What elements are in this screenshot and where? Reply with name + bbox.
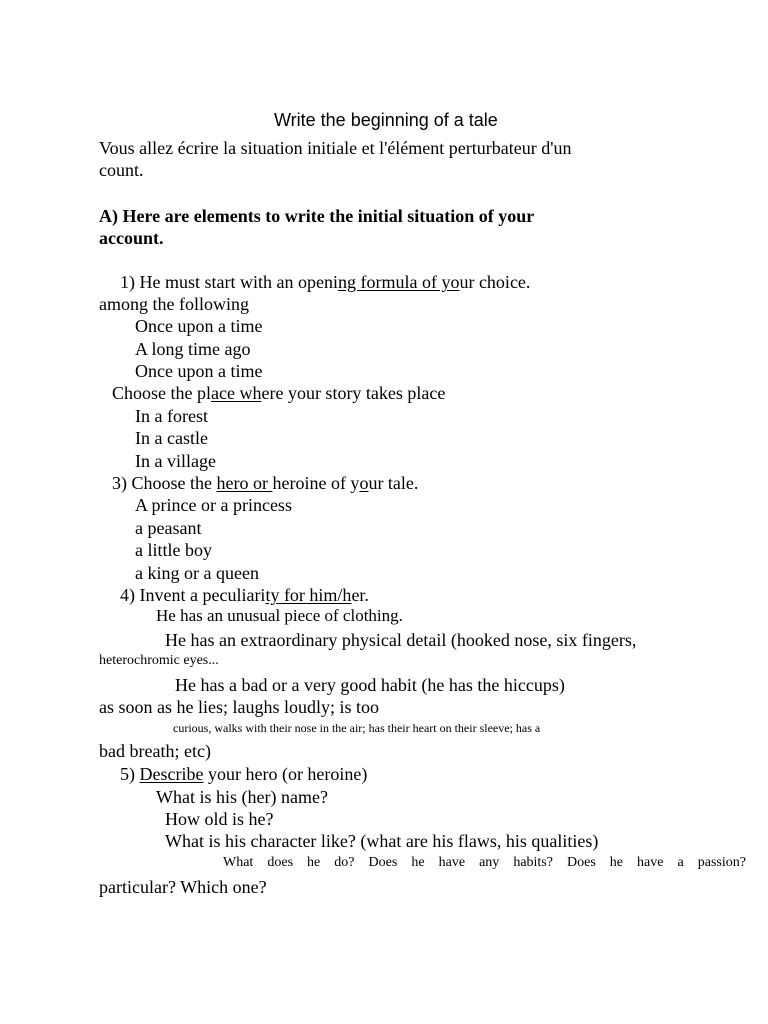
- item-4-sub-3-line-3: curious, walks with their nose in the air; has their heart on their sleeve; has a: [173, 721, 541, 735]
- item-4-sub-3-line-1: He has a bad or a very good habit (he has the hiccups): [175, 675, 565, 695]
- item-3-text-underlined: hero or: [216, 473, 273, 493]
- item-2-heading: [112, 382, 445, 404]
- item-3-option: A prince or a princess: [135, 495, 292, 515]
- item-3-heading: [112, 472, 418, 494]
- item-2-option: In a village: [135, 451, 216, 471]
- item-4-sub-2-line-1: He has an extraordinary physical detail (hooked nose, six fingers,: [165, 630, 637, 650]
- item-4-text-post: er.: [351, 585, 369, 605]
- item-5-question: How old is he?: [165, 809, 274, 829]
- item-3-text-mid: heroine of y: [272, 473, 360, 493]
- item-4-sub-1: He has an unusual piece of clothing.: [156, 606, 403, 625]
- item-1-text-pre: 1) He must start with an openi: [120, 272, 338, 292]
- item-5-question-continuation: particular? Which one?: [99, 877, 267, 897]
- item-2-text-pre: Choose the pl: [112, 383, 211, 403]
- item-1-heading: [120, 271, 530, 293]
- item-3-text-pre: 3) Choose the: [112, 473, 217, 493]
- item-4-sub-3-line-4: bad breath; etc): [99, 741, 211, 761]
- section-a-heading-line-2: account.: [99, 228, 164, 248]
- item-5-question: What does he do? Does he have any habits? Does he have a passion?: [223, 855, 746, 870]
- item-3-text-post: ur tale.: [368, 473, 419, 493]
- item-3-option: a king or a queen: [135, 563, 259, 583]
- item-3-text-underlined-2: o: [359, 473, 369, 493]
- page-title: Write the beginning of a tale: [274, 110, 498, 130]
- section-a-heading-line-1: A) Here are elements to write the initial situation of your: [99, 206, 535, 226]
- item-2-text-post: ere your story takes place: [261, 383, 446, 403]
- item-3-option: a little boy: [135, 540, 212, 560]
- item-1-option: Once upon a time: [135, 316, 263, 336]
- item-4-sub-3-line-2: as soon as he lies; laughs loudly; is too: [99, 697, 379, 717]
- item-2-option: In a forest: [135, 406, 208, 426]
- item-5-question: What is his character like? (what are his flaws, his qualities): [165, 831, 599, 851]
- item-2-option: In a castle: [135, 428, 208, 448]
- item-4-text-pre: 4) Invent a peculiari: [120, 585, 266, 605]
- intro-line-1: Vous allez écrire la situation initiale et l'élément perturbateur d'un: [99, 138, 572, 158]
- item-4-text-underlined: ty for him/h: [265, 585, 352, 605]
- item-1-text-underlined: ng formula of yo: [337, 272, 460, 292]
- item-3-option: a peasant: [135, 518, 202, 538]
- item-1-continuation: among the following: [99, 294, 249, 314]
- item-1-option: A long time ago: [135, 339, 251, 359]
- item-5-text-underlined: Describe: [139, 764, 204, 784]
- item-2-text-underlined: ace wh: [211, 383, 262, 403]
- item-4-sub-2-line-2: heterochromic eyes...: [99, 653, 219, 668]
- item-1-text-post: ur choice.: [459, 272, 531, 292]
- intro-line-2: count.: [99, 160, 144, 180]
- item-4-heading: [120, 584, 369, 606]
- item-1-option: Once upon a time: [135, 361, 263, 381]
- item-5-text-post: your hero (or heroine): [203, 764, 368, 784]
- item-5-text-pre: 5): [120, 764, 140, 784]
- item-5-question: What is his (her) name?: [156, 787, 328, 807]
- item-5-heading: [120, 763, 367, 785]
